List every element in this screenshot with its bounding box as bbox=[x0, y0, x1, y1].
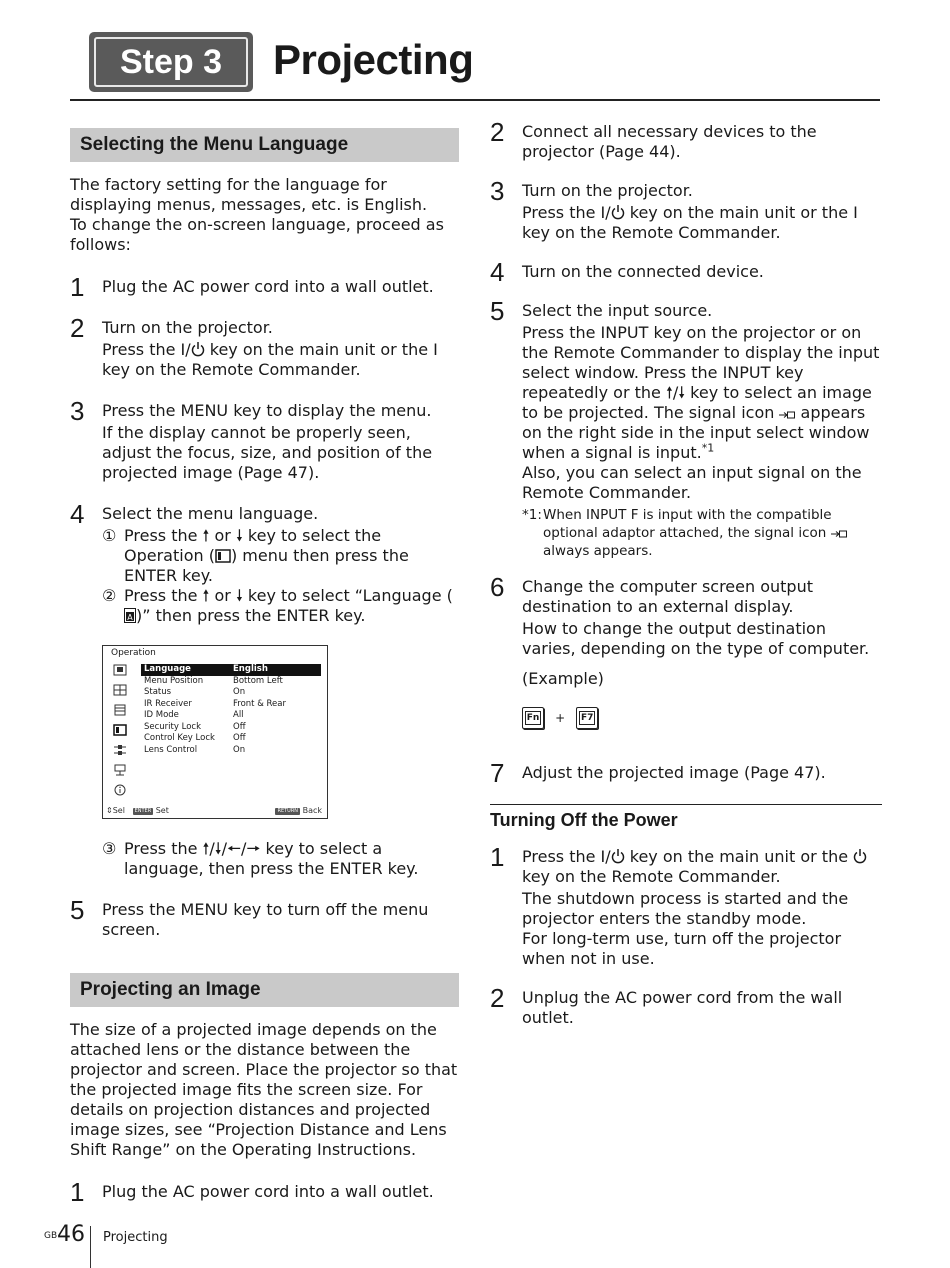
menu-row-menu-position[interactable]: Menu Position Bottom Left bbox=[144, 675, 283, 686]
intro-text: The factory setting for the language for displaying menus, messages, etc. is English. bbox=[70, 175, 428, 214]
power-step-2 bbox=[490, 983, 882, 1028]
step-number: 4 bbox=[70, 499, 85, 529]
step-number: 3 bbox=[70, 396, 85, 426]
operation-menu-icon bbox=[215, 549, 231, 563]
right-column bbox=[490, 116, 882, 1028]
step-6-output bbox=[490, 572, 882, 735]
step-number: 2 bbox=[490, 117, 505, 147]
menu-row-status[interactable]: Status On bbox=[144, 687, 246, 697]
step-detail: The shutdown process is started and the projector enters the standby mode. bbox=[522, 889, 849, 928]
function-icon bbox=[113, 704, 127, 716]
step-4 bbox=[70, 499, 459, 879]
step-detail: How to change the output destination varies, depending on the type of computer. bbox=[522, 619, 870, 658]
step-text: Turn on the projector. bbox=[102, 318, 273, 337]
step-number: 7 bbox=[490, 758, 505, 788]
enter-key-icon: ENTER bbox=[134, 808, 152, 814]
step-1-plug bbox=[70, 1177, 459, 1207]
screen-icon bbox=[113, 684, 127, 696]
menu-row-id-mode[interactable]: ID Mode All bbox=[144, 710, 244, 720]
step-5 bbox=[70, 895, 459, 940]
step-detail: Press the I/ key on the main unit or the I key on the Remote Commander. bbox=[522, 203, 858, 242]
footer-divider bbox=[90, 1226, 91, 1268]
step-4-device bbox=[490, 257, 882, 287]
operation-menu-screenshot bbox=[102, 645, 328, 819]
step-text: Press the MENU key to turn off the menu screen. bbox=[102, 900, 429, 939]
menu-row-language[interactable]: Language English bbox=[141, 664, 321, 676]
power-icon bbox=[191, 341, 205, 357]
step-number: 1 bbox=[70, 272, 85, 302]
menu-items bbox=[141, 664, 321, 756]
down-arrow-icon: 🠗 bbox=[235, 586, 243, 605]
substep-1: ① Press the 🠕 or 🠗 key to select the Operation ( ) menu then press the ENTER key. bbox=[102, 526, 409, 585]
substep-2: ② Press the 🠕 or 🠗 key to select “Language ( A )” then press the ENTER key. bbox=[102, 586, 453, 625]
step-5-input bbox=[490, 296, 882, 560]
intro-text-2: To change the on-screen language, proceed as follows: bbox=[70, 215, 444, 254]
menu-row-lens-control[interactable]: Lens Control On bbox=[144, 744, 246, 755]
f7-key-icon: F7 bbox=[576, 707, 598, 729]
footer-section: Projecting bbox=[103, 1230, 168, 1245]
menu-row-security-lock[interactable]: Security Lock Off bbox=[144, 721, 246, 732]
step-detail: Press the INPUT key on the projector or on the Remote Commander to display the input select window. Press the INPUT key repeatedly or the 🠕/🠗 key to select an image to be projected. The signal icon appears on the right side in the input select window when a signal is input.$^{*1}$ bbox=[522, 323, 880, 462]
step-text: Adjust the projected image (Page 47). bbox=[522, 763, 826, 782]
menu-row-control-key-lock[interactable]: Control Key Lock Off bbox=[144, 733, 246, 743]
step-label: Step 3 bbox=[94, 37, 248, 87]
up-arrow-icon: 🠕 bbox=[202, 526, 210, 545]
plus-sign: + bbox=[555, 711, 566, 725]
step-badge bbox=[89, 32, 253, 92]
step-number: 6 bbox=[490, 572, 505, 602]
step-2 bbox=[70, 313, 459, 380]
power-icon bbox=[853, 848, 867, 864]
intro-text: The size of a projected image depends on the attached lens or the distance between the projector and screen. Place the projector so that the projected image fits the screen size. For details on projection distances and projected image sizes, see “Projection Distance and Lens Shift Range” on the Operating Instructions. bbox=[70, 1020, 458, 1159]
step-3-turn-on bbox=[490, 176, 882, 243]
step-text: Press the MENU key to display the menu. bbox=[102, 401, 432, 420]
nav-arrows-icon: ⇕ bbox=[106, 806, 113, 815]
step-text: Plug the AC power cord into a wall outlet. bbox=[102, 277, 434, 296]
connection-icon bbox=[113, 744, 127, 756]
step-text: Press the I/ key on the main unit or the key on the Remote Commander. bbox=[522, 847, 882, 887]
up-arrow-icon: 🠕 bbox=[202, 586, 210, 605]
return-key-icon: RETURN bbox=[277, 808, 299, 814]
step-text: Turn on the projector. bbox=[522, 181, 693, 200]
section-heading-menu-language: Selecting the Menu Language bbox=[70, 128, 459, 162]
step-detail-2: For long-term use, turn off the projector when not in use. bbox=[522, 929, 842, 968]
region-code: GB bbox=[44, 1231, 58, 1241]
language-icon bbox=[124, 608, 136, 623]
step-2-connect bbox=[490, 117, 882, 162]
information-icon bbox=[113, 784, 127, 796]
footnote-mark: *1: bbox=[522, 507, 542, 523]
menu-footer: ⇕Sel ENTER Set RETURN Back bbox=[106, 806, 322, 815]
svg-text:A: A bbox=[127, 613, 133, 622]
circled-number: ① bbox=[102, 526, 117, 545]
up-down-arrows-icon: 🠕/🠗 bbox=[665, 383, 686, 402]
footnote-ref: *1 bbox=[701, 441, 715, 455]
left-column bbox=[70, 128, 459, 1207]
page-number: 46 bbox=[57, 1222, 85, 1247]
keyboard-example bbox=[522, 707, 882, 735]
step-text: Unplug the AC power cord from the wall outlet. bbox=[522, 988, 843, 1027]
power-icon bbox=[611, 848, 625, 864]
menu-title: Operation bbox=[111, 648, 156, 658]
section-heading-projecting-image: Projecting an Image bbox=[70, 973, 459, 1007]
signal-icon bbox=[831, 529, 847, 539]
step-number: 1 bbox=[70, 1177, 85, 1207]
step-3 bbox=[70, 396, 459, 483]
installation-icon bbox=[113, 764, 127, 776]
step-text: Connect all necessary devices to the projector (Page 44). bbox=[522, 122, 817, 161]
step-text: Select the menu language. bbox=[102, 504, 319, 523]
fn-key-icon: Fn bbox=[522, 707, 544, 729]
step-text: Turn on the connected device. bbox=[522, 262, 764, 281]
step-7-adjust bbox=[490, 758, 882, 788]
step-text: Select the input source. bbox=[522, 301, 713, 320]
menu-sidebar bbox=[109, 662, 133, 802]
circled-number: ③ bbox=[102, 839, 117, 858]
operation-icon bbox=[113, 724, 127, 736]
step-number: 4 bbox=[490, 257, 505, 287]
step-detail: Press the I/ key on the main unit or the I key on the Remote Commander. bbox=[102, 340, 438, 379]
step-detail-2: Also, you can select an input signal on the Remote Commander. bbox=[522, 463, 862, 502]
example-label: (Example) bbox=[522, 669, 604, 688]
signal-icon bbox=[779, 410, 795, 420]
down-arrow-icon: 🠗 bbox=[235, 526, 243, 545]
menu-row-ir-receiver[interactable]: IR Receiver Front & Rear bbox=[144, 698, 286, 709]
step-number: 2 bbox=[490, 983, 505, 1013]
circled-number: ② bbox=[102, 586, 117, 605]
four-way-arrows-icon: 🠕/🠗/🠔/🠖 bbox=[202, 839, 261, 858]
step-1 bbox=[70, 272, 459, 302]
power-step-1 bbox=[490, 842, 882, 969]
step-number: 5 bbox=[70, 895, 85, 925]
footnote: *1: When INPUT F is input with the compatible optional adaptor attached, the signal icon always appears. bbox=[522, 506, 882, 560]
step-number: 2 bbox=[70, 313, 85, 343]
step-number: 3 bbox=[490, 176, 505, 206]
step-number: 5 bbox=[490, 296, 505, 326]
picture-icon bbox=[113, 664, 127, 676]
header-rule bbox=[70, 99, 880, 101]
step-text: Change the computer screen output destination to an external display. bbox=[522, 577, 813, 616]
page-title: Projecting bbox=[273, 36, 474, 83]
substep-3: ③ Press the 🠕/🠗/🠔/🠖 key to select a language, then press the ENTER key. bbox=[102, 839, 419, 878]
section-heading-power-off: Turning Off the Power bbox=[490, 804, 882, 832]
power-icon bbox=[611, 204, 625, 220]
step-number: 1 bbox=[490, 842, 505, 872]
step-text: Plug the AC power cord into a wall outlet. bbox=[102, 1182, 434, 1201]
step-detail: If the display cannot be properly seen, adjust the focus, size, and position of the projected image (Page 47). bbox=[102, 423, 433, 482]
